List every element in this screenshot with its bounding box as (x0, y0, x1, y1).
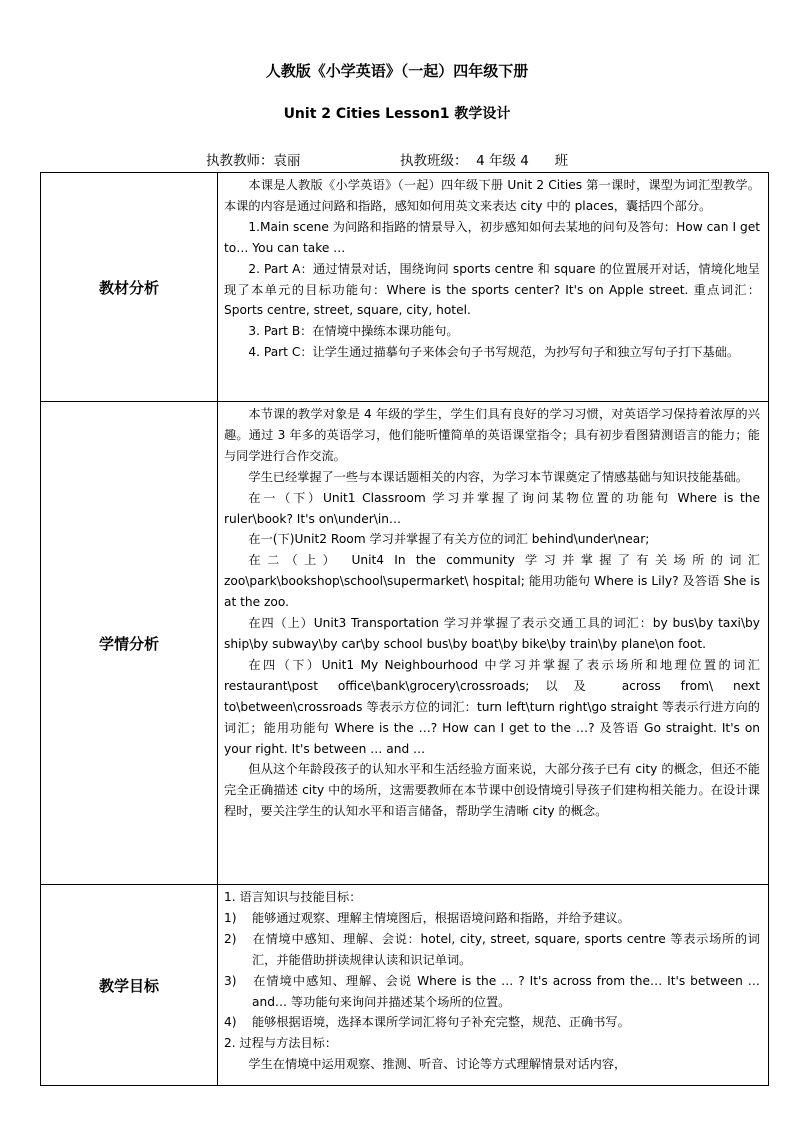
paragraph: 在四（上）Unit3 Transportation 学习并掌握了表示交通工具的词汇：by bus\by taxi\by ship\by subway\by car\by school bus\by boat\by bike\by train\by plane\on foot. (224, 616, 760, 651)
teaching-objectives-content (218, 885, 769, 1086)
paragraph: 学生已经掌握了一些与本课话题相关的内容，为学习本节课奠定了情感基础与知识技能基础。 (248, 469, 749, 484)
table-row (41, 885, 769, 1086)
paragraph: 3. Part B：在情境中操练本课功能句。 (248, 324, 459, 339)
paragraph: 在四（下）Unit1 My Neighbourhood 中学习并掌握了表示场所和地理位置的词汇 restaurant\post office\bank\grocery\crossroads;以及 across from\ next to\between\crossroads 等表示方位的词汇：turn left\turn right\go straight 等表示行进方向的词汇；能用功能句 Where is the …? How can I get to the …? 及答语 Go straight. It's on your right. It's between … and … (224, 657, 760, 756)
list-text: 在情境中感知、理解、会说 Where is the … ? It's across from the… It's between … and… 等功能句来询问并描述某个场所的位置。 (252, 973, 760, 1009)
paragraph: 学生在情境中运用观察、推测、听音、讨论等方式理解情景对话内容， (248, 1057, 627, 1072)
list-number: 2) (224, 931, 237, 946)
teacher-info: 执教教师：袁丽 (206, 153, 301, 169)
lesson-plan-table (40, 172, 769, 1086)
row-label-textbook-analysis: 教材分析 (41, 173, 218, 402)
list-text: 能够根据语境，选择本课所学词汇将句子补充完整，规范、正确书写。 (252, 1015, 630, 1030)
paragraph: 2. Part A：通过情景对话，围绕询问 sports centre 和 square 的位置展开对话，情境化地呈现了本单元的目标功能句：Where is the sports center? It's on Apple street. 重点词汇：Sports centre, street, square, city, hotel. (224, 261, 760, 318)
row-label-teaching-objectives: 教学目标 (41, 885, 218, 1086)
paragraph: 本课是人教版《小学英语》（一起）四年级下册 Unit 2 Cities 第一课时，课型为词汇型教学。本课的内容是通过问路和指路，感知如何用英文来表达 city 中的 places，囊括四个部分。 (224, 178, 760, 213)
list-item (224, 908, 760, 929)
list-number: 4) (224, 1015, 237, 1030)
objective-heading: 1. 语言知识与技能目标： (224, 890, 362, 904)
list-item (224, 971, 760, 1013)
list-item (224, 1012, 760, 1033)
list-number: 3) (224, 973, 237, 988)
class-info: 执教班级： 4 年级 4 班 (400, 153, 569, 169)
paragraph: 4. Part C：让学生通过描摹句子来体会句子书写规范，为抄写句子和独立写句子打下基础。 (248, 345, 740, 360)
paragraph: 1.Main scene 为问路和指路的情景导入，初步感知如何去某地的问句及答句：How can I get to… You can take … (224, 219, 760, 255)
objective-heading: 2. 过程与方法目标： (224, 1036, 338, 1051)
table-row (41, 402, 769, 885)
list-text: 在情境中感知、理解、会说：hotel, city, street, square, sports centre 等表示场所的词汇，并能借助拼读规律认读和识记单词。 (252, 931, 760, 967)
row-label-student-analysis: 学情分析 (41, 402, 218, 885)
table-row (41, 173, 769, 402)
list-number: 1) (224, 910, 237, 925)
paragraph: 但从这个年龄段孩子的认知水平和生活经验方面来说，大部分孩子已有 city 的概念，但还不能完全正确描述 city 中的场所，这需要教师在本节课中创设情境引导孩子们建构相关能力。在设计课程时，要关注学生的认知水平和语言储备，帮助学生清晰 city 的概念。 (224, 762, 760, 819)
paragraph: 本节课的教学对象是 4 年级的学生，学生们具有良好的学习习惯，对英语学习保持着浓厚的兴趣。通过 3 年多的英语学习，他们能听懂简单的英语课堂指令；具有初步看图猜测语言的能力；能与同学进行合作交流。 (224, 407, 760, 463)
document-title: 人教版《小学英语》（一起）四年级下册 (265, 62, 529, 80)
list-text: 能够通过观察、理解主情境图后，根据语境问路和指路，并给予建议。 (252, 910, 630, 925)
textbook-analysis-content (218, 173, 769, 402)
document-subtitle: Unit 2 Cities Lesson1 教学设计 (283, 106, 511, 122)
paragraph: 在一（下）Unit1 Classroom 学习并掌握了询问某物位置的功能句 Where is the ruler\book? It's on\under\in… (224, 490, 760, 526)
paragraph: 在一(下)Unit2 Room 学习并掌握了有关方位的词汇 behind\under\near; (248, 532, 650, 547)
student-analysis-content (218, 402, 769, 885)
list-item (224, 929, 760, 971)
paragraph: 在二（上） Unit4 In the community 学习并掌握了有关场所的词汇 zoo\park\bookshop\school\supermarket\ hospital; 能用功能句 Where is Lily? 及答语 She is at the zoo. (224, 553, 760, 610)
